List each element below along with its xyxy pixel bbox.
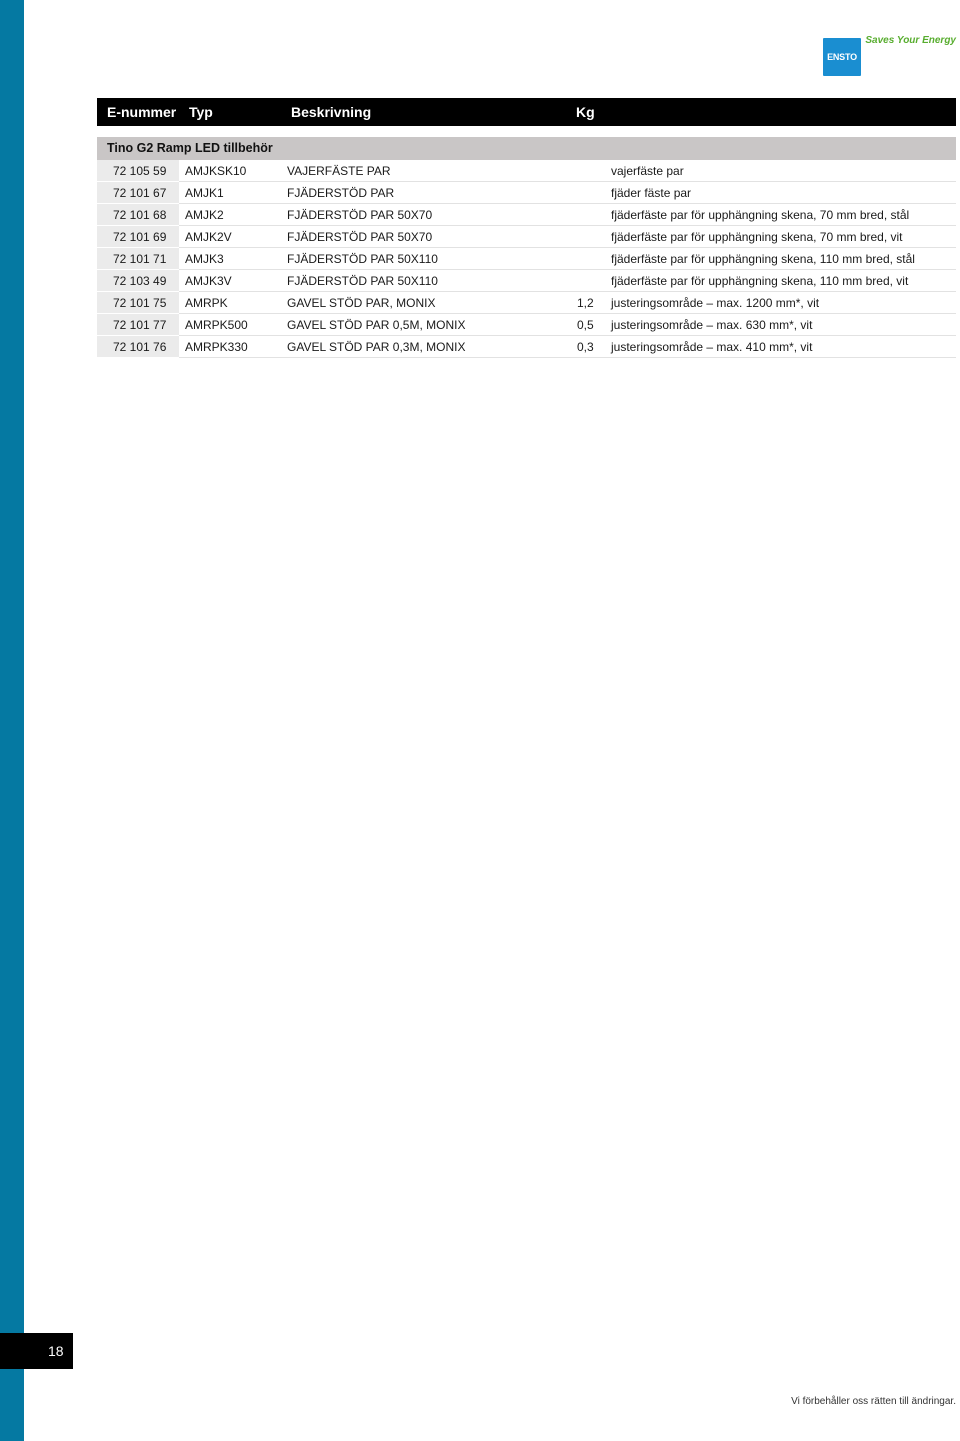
beskrivning-cell: GAVEL STÖD PAR 0,5M, MONIX bbox=[287, 318, 466, 332]
product-table bbox=[97, 98, 956, 360]
typ-cell: AMJK3V bbox=[185, 274, 232, 288]
e-nummer-cell: 72 101 71 bbox=[97, 248, 179, 270]
beskrivning-cell: GAVEL STÖD PAR 0,3M, MONIX bbox=[287, 340, 466, 354]
footer-disclaimer: Vi förbehåller oss rätten till ändringar. bbox=[791, 1396, 956, 1407]
header-beskrivning: Beskrivning bbox=[291, 104, 372, 120]
table-header bbox=[97, 98, 956, 126]
detail-cell: justeringsområde – max. 1200 mm*, vit bbox=[611, 296, 820, 310]
kg-cell: 0,3 bbox=[577, 340, 594, 354]
table-row bbox=[97, 336, 956, 358]
logo-text: ENSTO bbox=[827, 52, 857, 62]
detail-cell: justeringsområde – max. 410 mm*, vit bbox=[611, 340, 813, 354]
side-color-bar bbox=[0, 0, 24, 1441]
table-row bbox=[97, 314, 956, 336]
detail-cell: justeringsområde – max. 630 mm*, vit bbox=[611, 318, 813, 332]
detail-cell: fjäderfäste par för upphängning skena, 110 mm bred, vit bbox=[611, 274, 909, 288]
beskrivning-cell: FJÄDERSTÖD PAR 50X70 bbox=[287, 230, 433, 244]
detail-cell: fjäder fäste par bbox=[611, 186, 692, 200]
table-row bbox=[97, 248, 956, 270]
beskrivning-cell: FJÄDERSTÖD PAR 50X110 bbox=[287, 274, 438, 288]
section-title: Tino G2 Ramp LED tillbehör bbox=[107, 141, 273, 155]
detail-cell: fjäderfäste par för upphängning skena, 70 mm bred, vit bbox=[611, 230, 903, 244]
typ-cell: AMJK2 bbox=[185, 208, 224, 222]
e-nummer-cell: 72 101 75 bbox=[97, 292, 179, 314]
table-row bbox=[97, 292, 956, 314]
e-nummer-cell: 72 103 49 bbox=[97, 270, 179, 292]
typ-cell: AMRPK330 bbox=[185, 340, 248, 354]
typ-cell: AMJKSK10 bbox=[185, 164, 247, 178]
e-nummer-cell: 72 105 59 bbox=[97, 160, 179, 182]
kg-cell: 0,5 bbox=[577, 318, 594, 332]
kg-cell: 1,2 bbox=[577, 296, 594, 310]
beskrivning-cell: GAVEL STÖD PAR, MONIX bbox=[287, 296, 436, 310]
header-e-nummer: E-nummer bbox=[107, 104, 177, 120]
e-nummer-cell: 72 101 68 bbox=[97, 204, 179, 226]
e-nummer-cell: 72 101 67 bbox=[97, 182, 179, 204]
typ-cell: AMRPK bbox=[185, 296, 228, 310]
section-header bbox=[97, 137, 956, 160]
beskrivning-cell: FJÄDERSTÖD PAR 50X70 bbox=[287, 208, 433, 222]
e-nummer-cell: 72 101 69 bbox=[97, 226, 179, 248]
detail-cell: vajerfäste par bbox=[611, 164, 684, 178]
table-row bbox=[97, 160, 956, 182]
page-number-box bbox=[0, 1333, 73, 1369]
beskrivning-cell: FJÄDERSTÖD PAR 50X110 bbox=[287, 252, 438, 266]
detail-cell: fjäderfäste par för upphängning skena, 70 mm bred, stål bbox=[611, 208, 910, 222]
detail-cell: fjäderfäste par för upphängning skena, 110 mm bred, stål bbox=[611, 252, 915, 266]
brand-tagline: Saves Your Energy bbox=[865, 35, 956, 46]
beskrivning-cell: VAJERFÄSTE PAR bbox=[287, 164, 391, 178]
table-row bbox=[97, 270, 956, 292]
header-kg: Kg bbox=[576, 104, 595, 120]
typ-cell: AMRPK500 bbox=[185, 318, 248, 332]
typ-cell: AMJK2V bbox=[185, 230, 232, 244]
e-nummer-cell: 72 101 76 bbox=[97, 336, 179, 358]
header-typ: Typ bbox=[189, 104, 213, 120]
typ-cell: AMJK1 bbox=[185, 186, 224, 200]
beskrivning-cell: FJÄDERSTÖD PAR bbox=[287, 186, 395, 200]
ensto-logo bbox=[823, 38, 861, 76]
typ-cell: AMJK3 bbox=[185, 252, 224, 266]
table-row bbox=[97, 226, 956, 248]
table-row bbox=[97, 204, 956, 226]
table-body bbox=[97, 160, 956, 358]
e-nummer-cell: 72 101 77 bbox=[97, 314, 179, 336]
page-number: 18 bbox=[48, 1343, 64, 1359]
table-row bbox=[97, 182, 956, 204]
